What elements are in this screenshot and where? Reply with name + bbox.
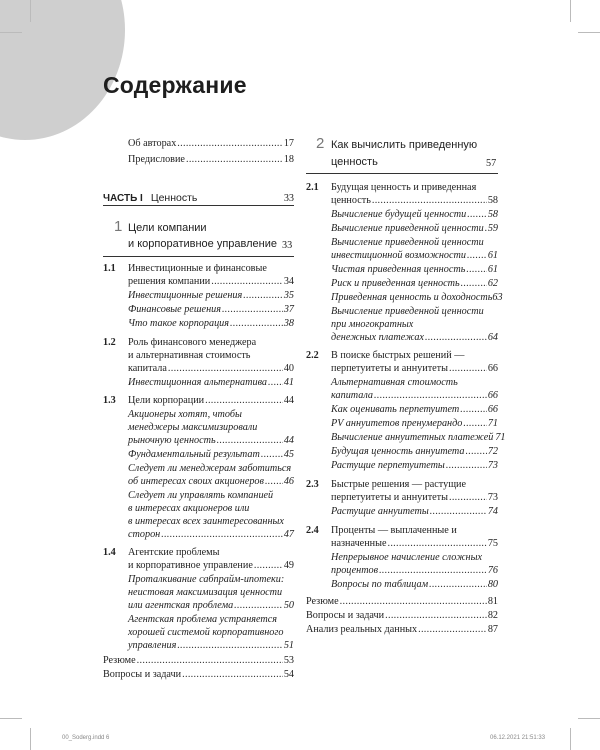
toc-subentry[interactable]: процентов ..... 76 — [331, 564, 498, 577]
toc-subentry[interactable]: управления ..... 51 — [128, 639, 294, 652]
section-1-1-line2[interactable]: решения компании ..... 34 — [128, 275, 294, 288]
subentry-line[interactable]: Следует ли менеджерам заботиться — [128, 463, 292, 474]
toc-entry-preface[interactable]: Предисловие ..... 18 — [128, 153, 294, 166]
toc-entry-summary[interactable]: Резюме ..... 53 — [103, 654, 294, 667]
toc-subentry[interactable]: капитала ..... 66 — [331, 389, 498, 402]
subentry-line[interactable]: Альтернативная стоимость — [331, 377, 458, 388]
section-2-2-line1[interactable]: В поиске быстрых решений — — [331, 350, 465, 361]
chapter-rule — [306, 173, 498, 174]
toc-subentry[interactable]: Инвестиционные решения ..... 35 — [128, 289, 294, 302]
subentry-line[interactable]: Проталкивание сабпрайм-ипотеки: — [128, 574, 285, 585]
toc-subentry[interactable]: Инвестиционная альтернатива ..... 41 — [128, 376, 294, 389]
section-number: 2.1 — [306, 182, 319, 193]
toc-subentry[interactable]: Вычисление приведенной ценности ..... 59 — [331, 222, 498, 235]
toc-subentry[interactable]: или агентская проблема ..... 50 — [128, 599, 294, 612]
subentry-line[interactable]: при многократных — [331, 319, 414, 330]
footer-file: 00_Soderg.indd 6 — [62, 735, 110, 741]
chapter-2-page: 57 — [486, 158, 497, 169]
section-number: 1.1 — [103, 263, 116, 274]
section-number: 1.3 — [103, 395, 116, 406]
toc-subentry[interactable]: Вычисление будущей ценности ..... 58 — [331, 208, 498, 221]
subentry-line[interactable]: в интересах всех заинтересованных — [128, 516, 284, 527]
chapter-1-title-line1[interactable]: Цели компании — [128, 222, 207, 234]
toc-subentry[interactable]: Финансовые решения ..... 37 — [128, 303, 294, 316]
toc-entry-questions[interactable]: Вопросы и задачи ..... 82 — [306, 609, 498, 622]
subentry-line[interactable]: Следует ли управлять компанией — [128, 490, 274, 501]
section-1-2-line1[interactable]: Роль финансового менеджера — [128, 337, 257, 348]
toc-entry-questions[interactable]: Вопросы и задачи ..... 54 — [103, 668, 294, 681]
page-title: Содержание — [103, 72, 247, 98]
toc-subentry[interactable]: Риск и приведенная ценность ..... 62 — [331, 277, 498, 290]
toc-subentry[interactable]: сторон ..... 47 — [128, 528, 294, 541]
subentry-line[interactable]: хорошей системой корпоративного — [128, 627, 284, 638]
subentry-line[interactable]: Акционеры хотят, чтобы — [128, 409, 242, 420]
section-2-1-line1[interactable]: Будущая ценность и приведенная — [331, 182, 477, 193]
subentry-line[interactable]: Агентская проблема устраняется — [128, 614, 278, 625]
toc-subentry[interactable]: PV аннуитетов пренумерандо ..... 71 — [331, 417, 498, 430]
section-number: 2.4 — [306, 525, 319, 536]
chapter-2-title-line1[interactable]: Как вычислить приведенную — [331, 139, 478, 151]
chapter-1-title-line2[interactable]: и корпоративное управление — [128, 238, 277, 250]
chapter-1-page: 33 — [282, 240, 293, 251]
toc-subentry[interactable]: денежных платежах ..... 64 — [331, 331, 498, 344]
subentry-line[interactable]: Вычисление приведенной ценности — [331, 237, 484, 248]
chapter-1-number: 1 — [114, 218, 123, 235]
chapter-2-number: 2 — [316, 135, 325, 152]
toc-subentry[interactable]: Растущие аннуитеты ..... 74 — [331, 505, 498, 518]
subentry-line[interactable]: в интересах акционеров или — [128, 503, 250, 514]
subentry-line[interactable]: Непрерывное начисление сложных — [331, 552, 483, 563]
footer-date: 06.12.2021 21:51:33 — [490, 735, 546, 741]
section-2-4-line1[interactable]: Проценты — выплаченные и — [331, 525, 457, 536]
toc-subentry[interactable]: рыночную ценность ..... 44 — [128, 434, 294, 447]
toc-subentry[interactable]: Вопросы по таблицам ..... 80 — [331, 578, 498, 591]
toc-entry-real-data[interactable]: Анализ реальных данных ..... 87 — [306, 623, 498, 636]
section-1-1-line1[interactable]: Инвестиционные и финансовые — [128, 263, 267, 274]
section-2-3-line1[interactable]: Быстрые решения — растущие — [331, 479, 467, 490]
section-number: 1.4 — [103, 547, 116, 558]
chapter-rule — [103, 256, 294, 257]
section-1-2-line3[interactable]: капитала ..... 40 — [128, 362, 294, 375]
section-2-2-line2[interactable]: перпетуитеты и аннуитеты ..... 66 — [331, 362, 498, 375]
toc-entry-summary[interactable]: Резюме ..... 81 — [306, 595, 498, 608]
toc-subentry[interactable]: об интересах своих акционеров ..... 46 — [128, 475, 294, 488]
section-number: 2.2 — [306, 350, 319, 361]
chapter-2-title-line2[interactable]: ценность — [331, 156, 378, 168]
toc-subentry[interactable]: Будущая ценность аннуитета ..... 72 — [331, 445, 498, 458]
section-number: 2.3 — [306, 479, 319, 490]
section-1-4-line1[interactable]: Агентские проблемы — [128, 547, 220, 558]
subentry-line[interactable]: менеджеры максимизировали — [128, 422, 258, 433]
section-1-2-line2[interactable]: и альтернативная стоимость — [128, 350, 251, 361]
toc-entry-authors[interactable]: Об авторах ..... 17 — [128, 137, 294, 150]
section-2-3-line2[interactable]: перпетуитеты и аннуитеты ..... 73 — [331, 491, 498, 504]
toc-subentry[interactable]: Растущие перпетуитеты ..... 73 — [331, 459, 498, 472]
part-rule — [103, 205, 294, 206]
toc-subentry[interactable]: Как оценивать перпетуитет ..... 66 — [331, 403, 498, 416]
toc-subentry[interactable]: Вычисление аннуитетных платежей 71 — [331, 432, 506, 443]
section-number: 1.2 — [103, 337, 116, 348]
section-1-4-line2[interactable]: и корпоративное управление ..... 49 — [128, 559, 294, 572]
toc-subentry[interactable]: Что такое корпорация ..... 38 — [128, 317, 294, 330]
toc-subentry[interactable]: инвестиционной возможности ..... 61 — [331, 249, 498, 262]
section-2-1-line2[interactable]: ценность ..... 58 — [331, 194, 498, 207]
toc-part-1[interactable]: ЧАСТЬ I Ценность 33 — [103, 192, 294, 204]
section-2-4-line2[interactable]: назначенные ..... 75 — [331, 537, 498, 550]
toc-subentry[interactable]: Фундаментальный результат ..... 45 — [128, 448, 294, 461]
toc-subentry[interactable]: Приведенная ценность и доходность 63 — [331, 292, 503, 303]
subentry-line[interactable]: неистовая максимизация ценности — [128, 587, 283, 598]
section-1-3[interactable]: Цели корпорации ..... 44 — [128, 394, 294, 407]
subentry-line[interactable]: Вычисление приведенной ценности — [331, 306, 484, 317]
toc-subentry[interactable]: Чистая приведенная ценность ..... 61 — [331, 263, 498, 276]
